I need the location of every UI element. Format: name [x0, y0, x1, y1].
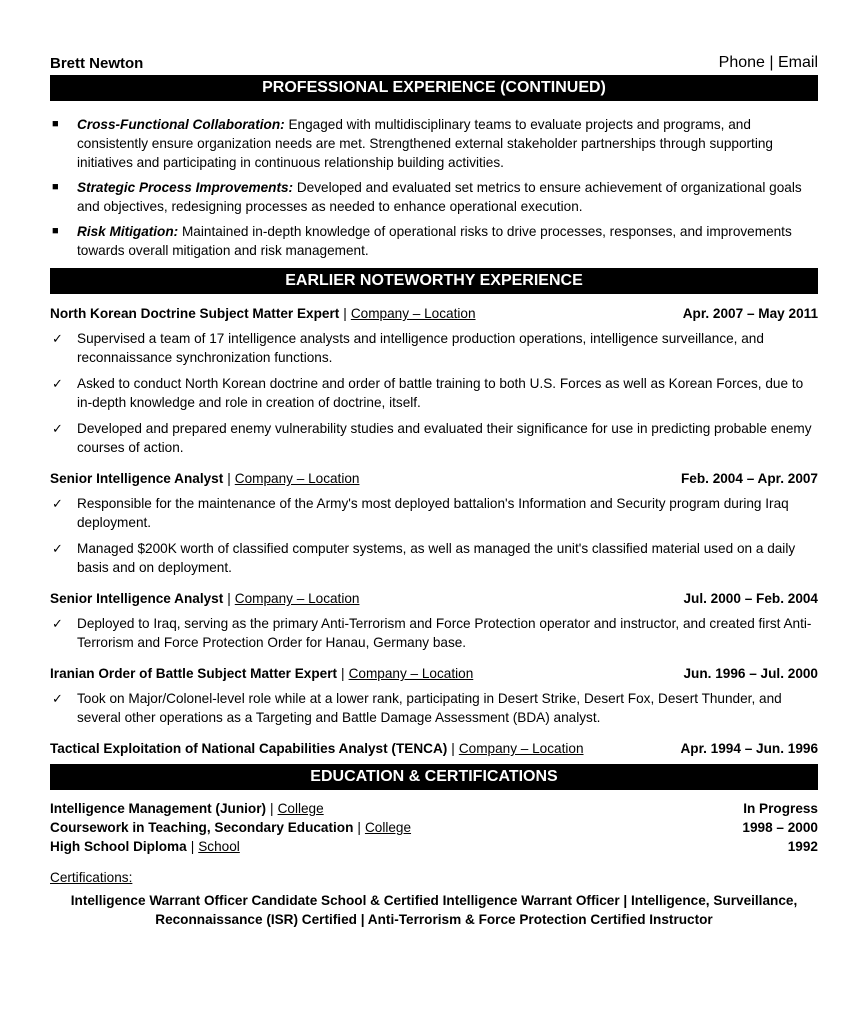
school: College [277, 801, 324, 816]
job-dates: Jun. 1996 – Jul. 2000 [683, 666, 818, 681]
checkmark-icon: ✓ [52, 496, 63, 511]
job-bullets [50, 614, 818, 652]
square-bullet-icon: ■ [52, 118, 59, 130]
degree: Intelligence Management (Junior) [50, 801, 267, 816]
list-item: ✓ Developed and prepared enemy vulnerability studies and evaluated their significance for use in predicting probable enemy courses of action. [52, 421, 812, 455]
job-dates: Apr. 1994 – Jun. 1996 [680, 741, 818, 756]
education-status: 1992 [787, 839, 818, 854]
company-location: Company – Location [234, 591, 360, 606]
section-professional-experience: PROFESSIONAL EXPERIENCE (CONTINUED) [50, 75, 818, 101]
school: School [198, 839, 240, 854]
education-row: High School Diploma | School 1992 [50, 839, 818, 854]
list-item: ■ Cross-Functional Collaboration: Engaged with multidisciplinary teams to evaluate projects and programs, and consistently ensure organization needs are met. Strengthened external stakeholder partnerships through supporting initiatives and participating in continuous relationship building activities. [52, 117, 773, 170]
job-dates: Feb. 2004 – Apr. 2007 [680, 471, 818, 486]
job-header: Iranian Order of Battle Subject Matter Expert | Company – Location Jun. 1996 – Jul. 2000 [50, 666, 818, 681]
certifications-label: Certifications: [50, 870, 133, 885]
square-bullet-icon: ■ [52, 225, 59, 237]
certifications-line: Reconnaissance (ISR) Certified | Anti-Terrorism & Force Protection Certified Instructor [155, 912, 713, 927]
education-row: Intelligence Management (Junior) | College In Progress [50, 801, 818, 816]
school: College [364, 820, 412, 835]
education-row: Coursework in Teaching, Secondary Education | College 1998 – 2000 [50, 820, 818, 835]
job-header: Senior Intelligence Analyst | Company – Location Jul. 2000 – Feb. 2004 [50, 591, 818, 606]
job-bullets [50, 689, 818, 727]
checkmark-icon: ✓ [52, 376, 63, 391]
section-education: EDUCATION & CERTIFICATIONS [50, 764, 818, 790]
list-item: ✓ Asked to conduct North Korean doctrine and order of battle training to both U.S. Forces as well as Korean Forces, due to in-depth knowledge and role in creation of doctrine, itself. [52, 376, 804, 410]
job-bullets [50, 329, 818, 457]
job-title: Senior Intelligence Analyst [50, 591, 224, 606]
certifications-text [50, 891, 818, 929]
section-earlier-experience: EARLIER NOTEWORTHY EXPERIENCE [50, 268, 818, 294]
list-item: ■ Risk Mitigation: Maintained in-depth knowledge of operational risks to drive processes, responses, and improvements towards overall mitigation and risk management. [52, 224, 792, 258]
education-list [50, 799, 818, 856]
company-location: Company – Location [234, 471, 360, 486]
job-header: Tactical Exploitation of National Capabilities Analyst (TENCA) | Company – Location Apr. 1994 – Jun. 1996 [50, 741, 818, 756]
job-title: Senior Intelligence Analyst [50, 471, 224, 486]
checkmark-icon: ✓ [52, 331, 63, 346]
list-item: ✓ Deployed to Iraq, serving as the primary Anti-Terrorism and Force Protection operator and instructor, and created first Anti-Terrorism and Force Protection Order for Hanau, Germany base. [52, 616, 812, 650]
job-dates: Apr. 2007 – May 2011 [682, 306, 818, 321]
list-item: ✓ Managed $200K worth of classified computer systems, as well as managed the unit's classified material used on a daily basis and on deployment. [52, 541, 796, 575]
education-status: 1998 – 2000 [742, 820, 818, 835]
resume-header [50, 0, 818, 72]
company-location: Company – Location [348, 666, 474, 681]
company-location: Company – Location [458, 741, 584, 756]
certifications-line: Intelligence Warrant Officer Candidate School & Certified Intelligence Warrant Officer | Intelligence, Surveillance, [70, 893, 798, 908]
checkmark-icon: ✓ [52, 691, 63, 706]
education-status: In Progress [743, 801, 818, 816]
job-bullets [50, 494, 818, 577]
candidate-name: Brett Newton [50, 55, 144, 72]
company-location: Company – Location [350, 306, 476, 321]
professional-bullets [50, 115, 818, 260]
list-item: ■ Strategic Process Improvements: Developed and evaluated set metrics to ensure achievement of organizational goals and objectives, redesigning processes as needed to enhance operational execution. [52, 180, 802, 214]
list-item: ✓ Responsible for the maintenance of the Army's most deployed battalion's Information and Security program during Iraq deployment. [52, 496, 789, 530]
degree: High School Diploma [50, 839, 187, 854]
list-item: ✓ Took on Major/Colonel-level role while at a lower rank, participating in Desert Strike, Desert Fox, Desert Thunder, and several other operations as a Targeting and Battle Damage Assessment (BDA) analyst. [52, 691, 782, 725]
checkmark-icon: ✓ [52, 616, 63, 631]
square-bullet-icon: ■ [52, 181, 59, 193]
job-title: Iranian Order of Battle Subject Matter Expert [50, 666, 338, 681]
job-header: Senior Intelligence Analyst | Company – Location Feb. 2004 – Apr. 2007 [50, 471, 818, 486]
contact-info: Phone | Email [718, 54, 818, 71]
job-dates: Jul. 2000 – Feb. 2004 [683, 591, 818, 606]
list-item: ✓ Supervised a team of 17 intelligence analysts and intelligence production operations, intelligence surveillance, and reconnaissance synchronization functions. [52, 331, 764, 365]
degree: Coursework in Teaching, Secondary Education [50, 820, 354, 835]
checkmark-icon: ✓ [52, 541, 63, 556]
job-title: Tactical Exploitation of National Capabilities Analyst (TENCA) [50, 741, 448, 756]
job-header: North Korean Doctrine Subject Matter Expert | Company – Location Apr. 2007 – May 2011 [50, 306, 818, 321]
job-title: North Korean Doctrine Subject Matter Expert [50, 306, 340, 321]
checkmark-icon: ✓ [52, 421, 63, 436]
